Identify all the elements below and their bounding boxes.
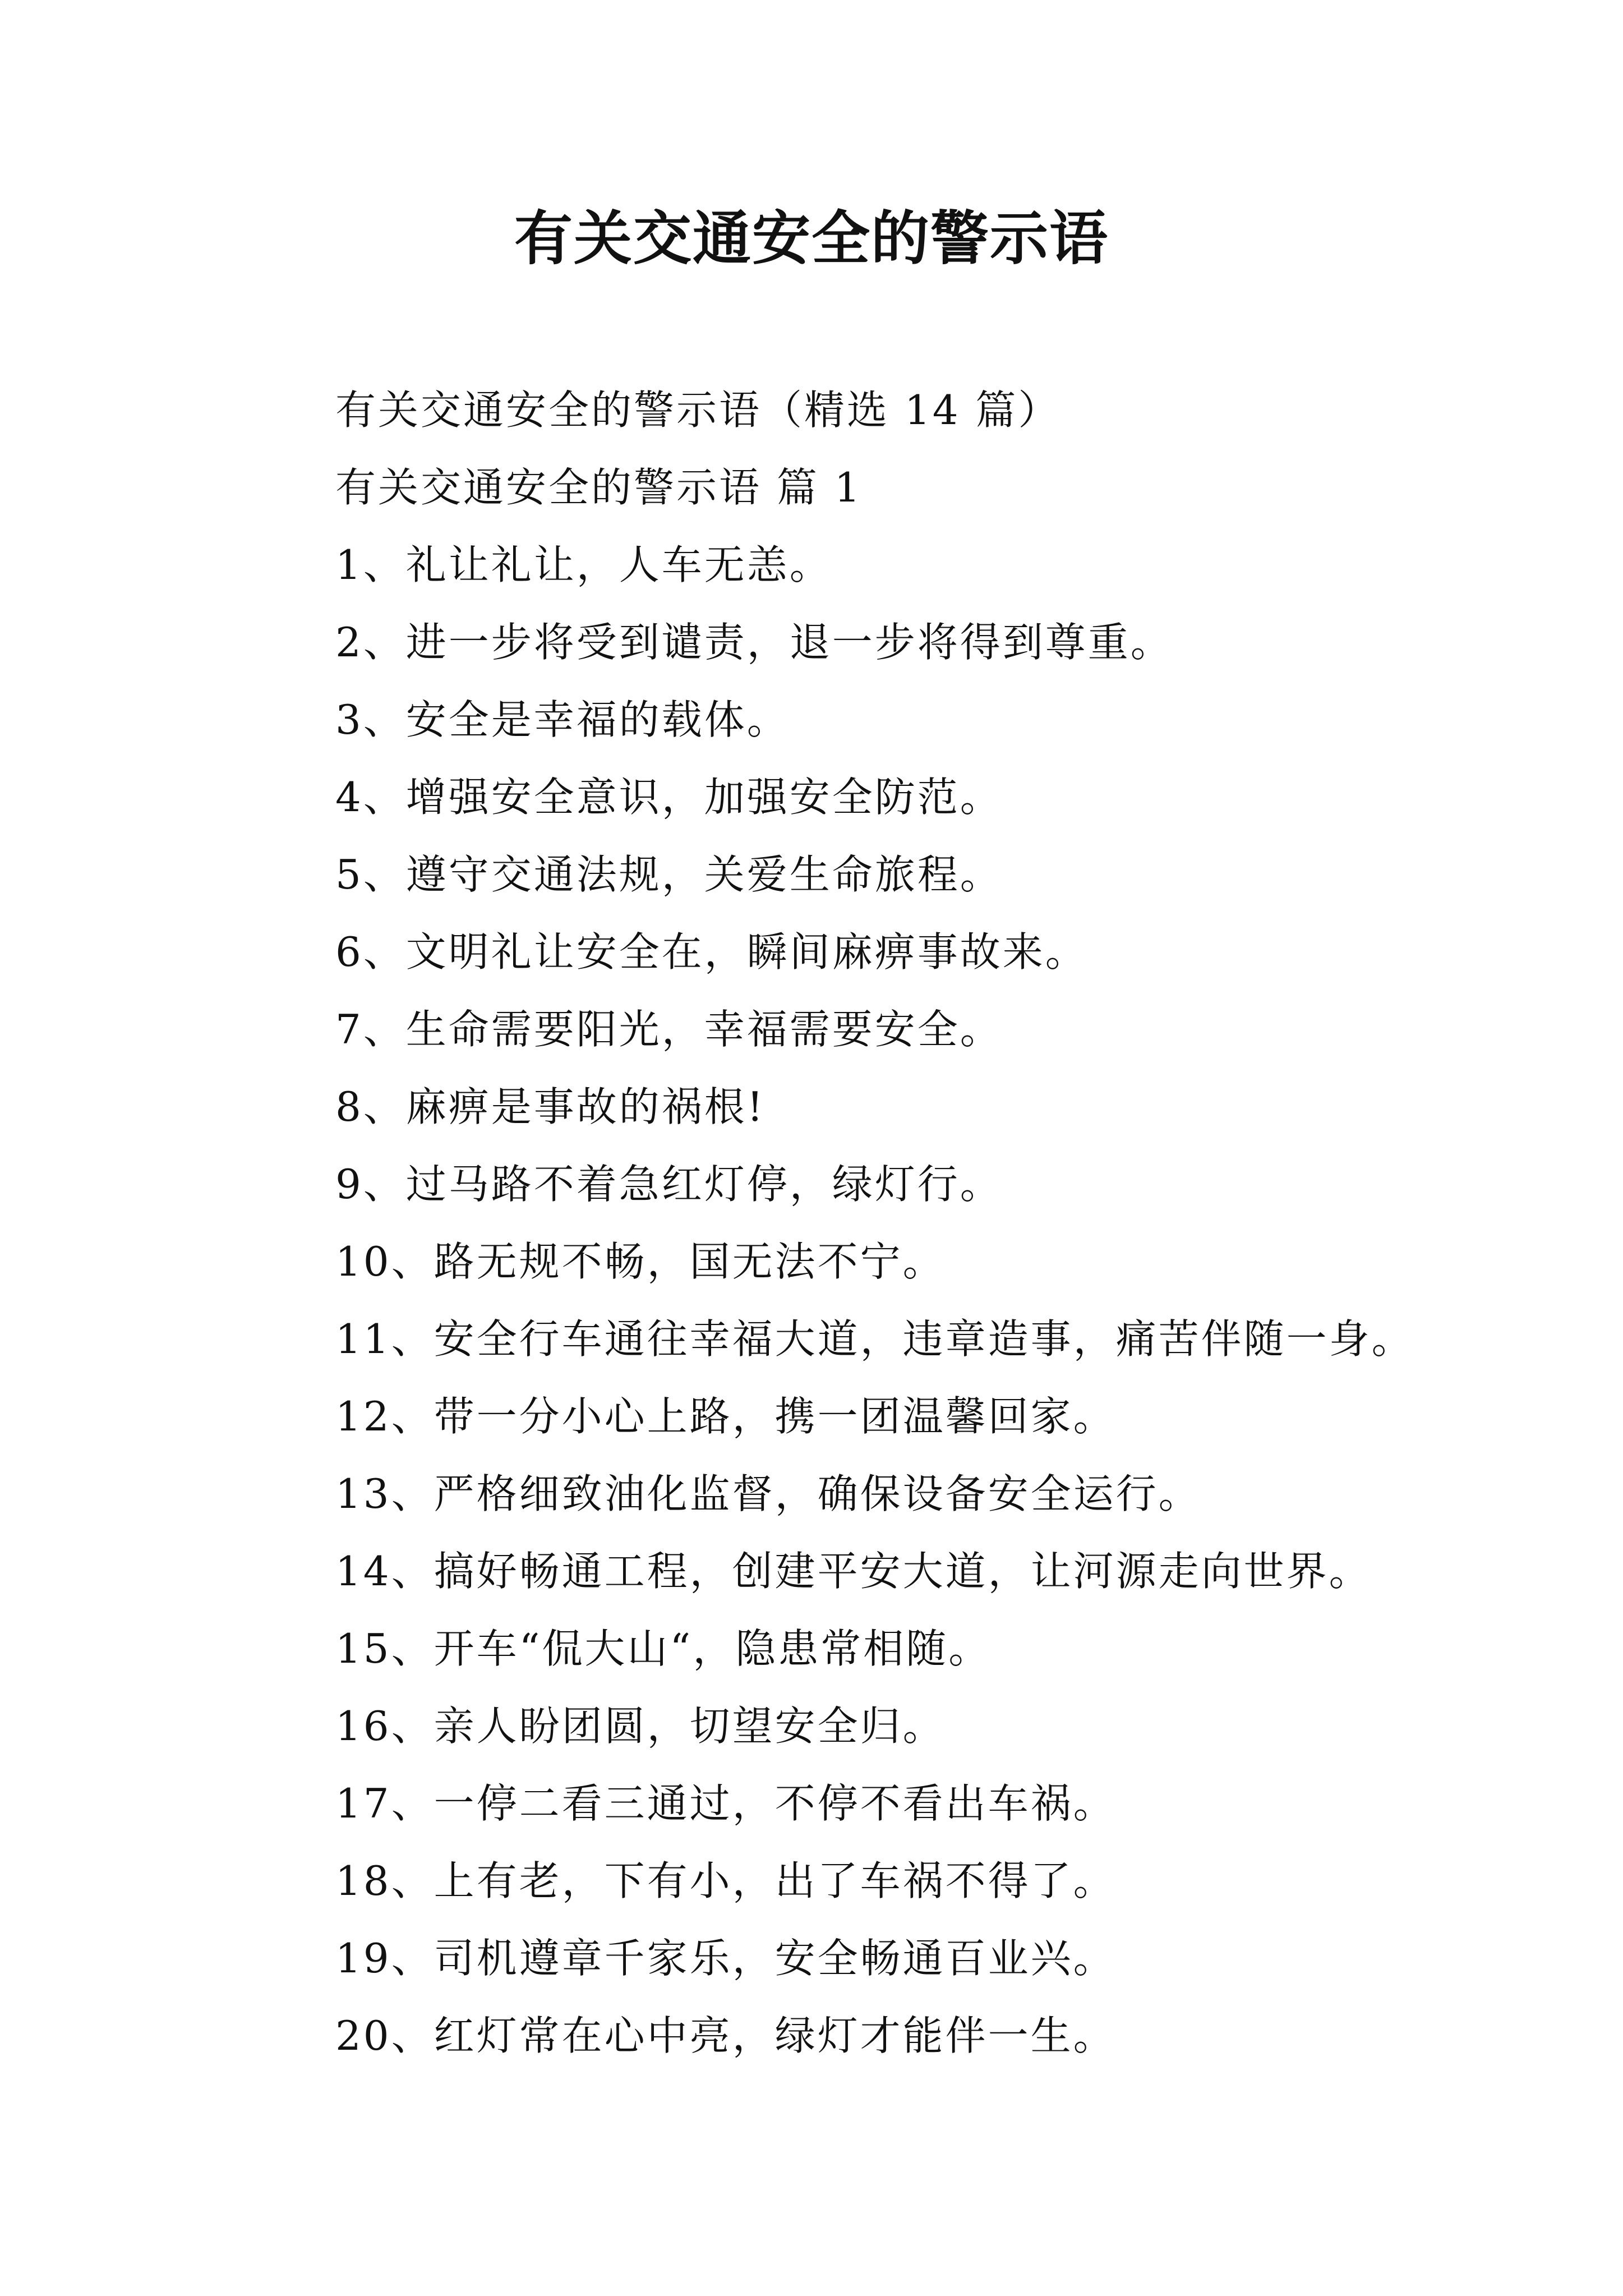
document-body — [335, 371, 1569, 2074]
list-item: 4、增强安全意识，加强安全防范。 — [335, 774, 1003, 821]
list-item: 10、路无规不畅，国无法不宁。 — [335, 1238, 946, 1285]
list-item: 18、上有老，下有小，出了车祸不得了。 — [335, 1857, 1116, 1904]
list-item: 6、文明礼让安全在，瞬间麻痹事故来。 — [335, 928, 1088, 976]
list-item: 2、进一步将受到谴责，退一步将得到尊重。 — [335, 619, 1173, 666]
list-item: 11、安全行车通往幸福大道，违章造事，痛苦伴随一身。 — [335, 1315, 1414, 1363]
list-item: 3、安全是幸福的载体。 — [335, 696, 790, 743]
list-item: 12、带一分小心上路，携一团温馨回家。 — [335, 1393, 1116, 1440]
section-heading: 有关交通安全的警示语 篇 1 — [335, 464, 863, 511]
list-item: 15、开车“侃大山“，隐患常相随。 — [335, 1625, 992, 1672]
document-subtitle: 有关交通安全的警示语（精选 14 篇） — [335, 386, 1061, 434]
list-item: 13、严格细致油化监督，确保设备安全运行。 — [335, 1470, 1201, 1517]
list-item: 14、搞好畅通工程，创建平安大道，让河源走向世界。 — [335, 1548, 1372, 1595]
list-item: 9、过马路不着急红灯停，绿灯行。 — [335, 1161, 1003, 1208]
list-item: 5、遵守交通法规，关爱生命旅程。 — [335, 851, 1003, 898]
list-item: 8、麻痹是事故的祸根! — [335, 1083, 766, 1130]
list-item: 7、生命需要阳光，幸福需要安全。 — [335, 1006, 1003, 1053]
list-item: 19、司机遵章千家乐，安全畅通百业兴。 — [335, 1935, 1116, 1982]
list-item: 17、一停二看三通过，不停不看出车祸。 — [335, 1780, 1116, 1827]
list-item: 1、礼让礼让，人车无恙。 — [335, 541, 832, 588]
document-title: 有关交通安全的警示语 — [514, 204, 1109, 273]
list-item: 16、亲人盼团圆，切望安全归。 — [335, 1703, 946, 1750]
list-item: 20、红灯常在心中亮，绿灯才能伴一生。 — [335, 2012, 1116, 2059]
